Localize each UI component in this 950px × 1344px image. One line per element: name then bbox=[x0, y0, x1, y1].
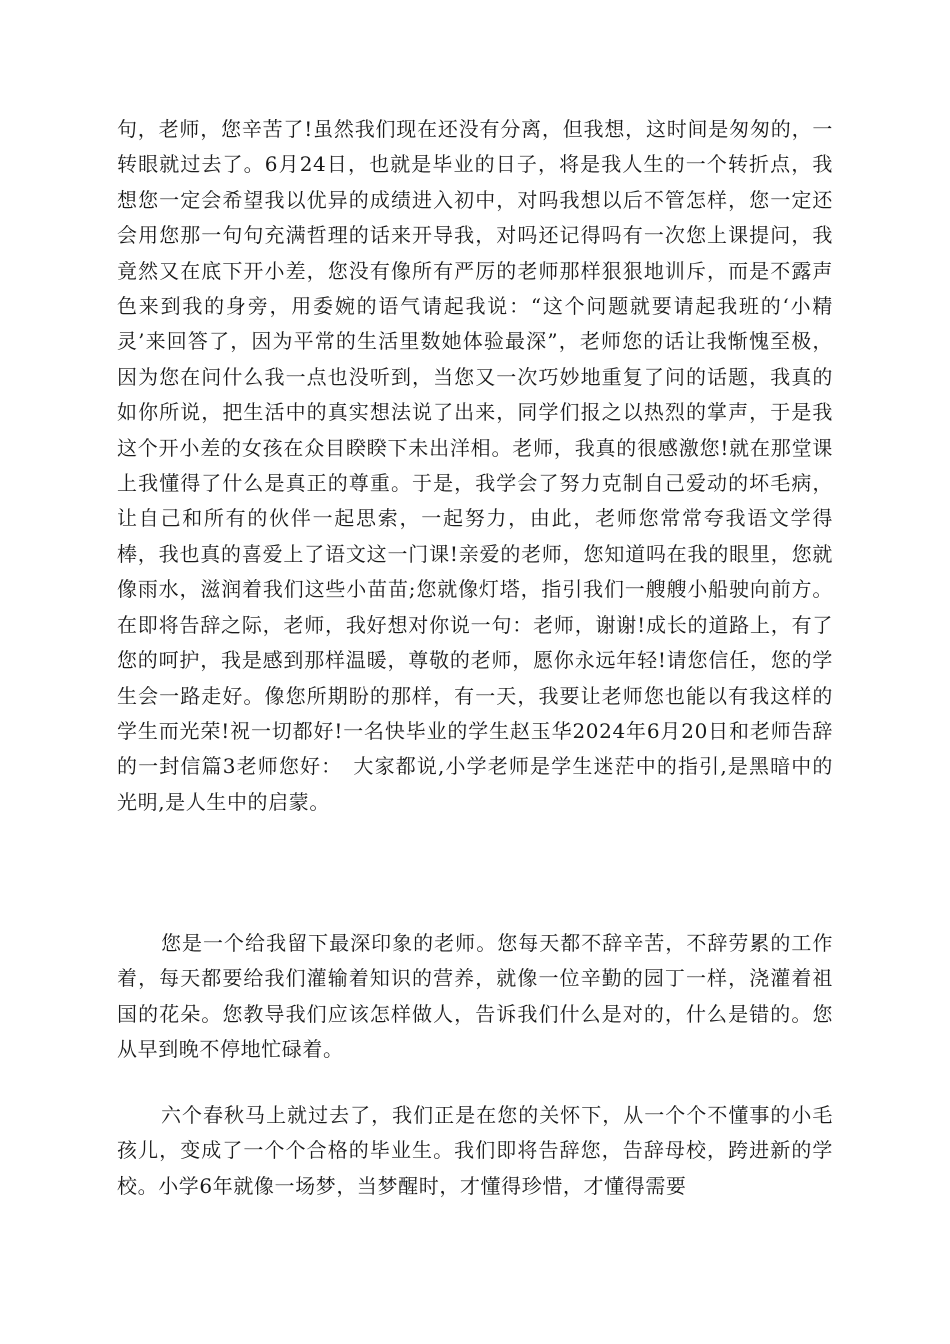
body-paragraph-2: 您是一个给我留下最深印象的老师。您每天都不辞辛苦，不辞劳累的工作着，每天都要给我们灌输着知识的营养，就像一位辛勤的园丁一样，浇灌着祖国的花朵。您教导我们应该怎样做人，告诉我们什么是对的，什么是错的。您从早到晚不停地忙碌着。 bbox=[117, 931, 833, 1062]
body-paragraph-3: 六个春秋马上就过去了，我们正是在您的关怀下，从一个个不懂事的小毛孩儿，变成了一个个合格的毕业生。我们即将告辞您，告辞母校，跨进新的学校。小学6年就像一场梦，当梦醒时，才懂得珍惜，才懂得需要 bbox=[117, 1103, 833, 1198]
body-paragraph-1: 句，老师，您辛苦了!虽然我们现在还没有分离，但我想，这时间是匆匆的，一转眼就过去了。6月24日，也就是毕业的日子，将是我人生的一个转折点，我想您一定会希望我以优异的成绩进入初中，对吗我想以后不管怎样，您一定还会用您那一句句充满哲理的话来开导我，对吗还记得吗有一次您上课提问，我竟然又在底下开小差，您没有像所有严厉的老师那样狠狠地训斥，而是不露声色来到我的身旁，用委婉的语气请起我说：“这个问题就要请起我班的‘小精灵’来回答了，因为平常的生活里数她体验最深”，老师您的话让我惭愧至极，因为您在问什么我一点也没听到，当您又一次巧妙地重复了问的话题，我真的如你所说，把生活中的真实想法说了出来，同学们报之以热烈的掌声，于是我这个开小差的女孩在众目睽睽下未出洋相。老师，我真的很感激您!就在那堂课上我懂得了什么是真正的尊重。于是，我学会了努力克制自己爱动的坏毛病，让自己和所有的伙伴一起思索，一起努力，由此，老师您常常夸我语文学得棒，我也真的喜爱上了语文这一门课!亲爱的老师，您知道吗在我的眼里，您就像雨水，滋润着我们这些小苗苗;您就像灯塔，指引我们一艘艘小船驶向前方。在即将告辞之际，老师，我好想对你说一句：老师，谢谢!成长的道路上，有了您的呵护，我是感到那样温暖，尊敬的老师，愿你永远年轻!请您信任，您的学生会一路走好。像您所期盼的那样，有一天，我要让老师您也能以有我这样的学生而光荣!祝一切都好!一名快毕业的学生赵玉华2024年6月20日和老师告辞的一封信篇3老师您好： 大家都说,小学老师是学生迷茫中的指引,是黑暗中的光明,是人生中的启蒙。 bbox=[117, 117, 833, 814]
